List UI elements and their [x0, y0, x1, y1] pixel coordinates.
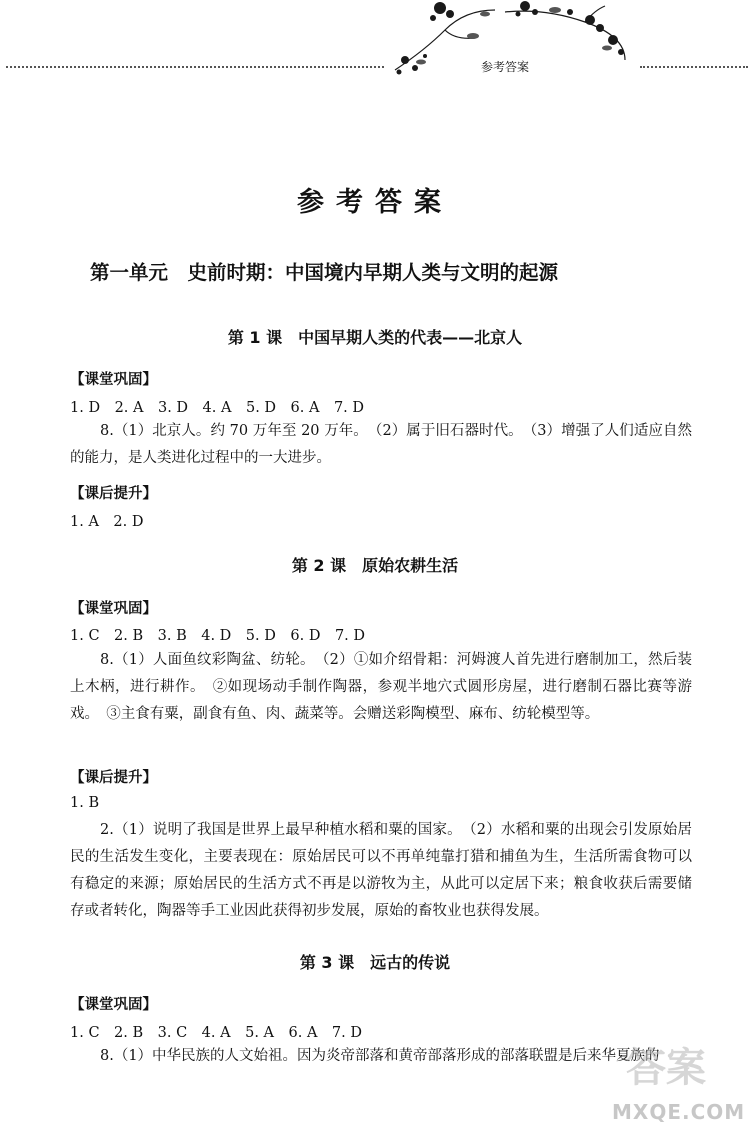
watermark-logo: [608, 1028, 750, 1129]
answer-line: 1. C 2. B 3. C 4. A 5. A 6. A 7. D: [70, 1025, 362, 1041]
section-heading: 【课堂巩固】: [70, 601, 157, 617]
answer-paragraph: 8.（1）中华民族的人文始祖。因为炎帝部落和黄帝部落形成的部落联盟是后来华夏族的: [100, 1048, 660, 1064]
watermark-logo-text: 答案: [626, 1045, 706, 1091]
page-header: [0, 0, 750, 90]
watermark-site-text: MXQE.COM: [612, 1100, 746, 1124]
answer-line: 1. D 2. A 3. D 4. A 5. D 6. A 7. D: [70, 400, 365, 416]
section-heading: 【课后提升】: [70, 486, 157, 502]
answer-line: 1. C 2. B 3. B 4. D 5. D 6. D 7. D: [70, 628, 366, 644]
answer-paragraph: 2.（1）说明了我国是世界上最早种植水稻和粟的国家。 （2）水稻和粟的出现会引发原始居民的生活发生变化，主要表现在：原始居民可以不再单纯靠打猎和捕鱼为生，生活所需食物可以有稳定的来源；原始居民的生活方式不再是以游牧为主，从此可以定居下来；粮食收获后需要储存或者转化，陶器等手工业因此获得初步发展，原始的畜牧业也获得发展。: [70, 822, 692, 919]
running-header-label: 参考答案: [481, 60, 530, 74]
floral-ornament-icon: [385, 0, 640, 90]
page-title: 参考答案: [297, 187, 453, 218]
header-dotted-rule-right: [640, 66, 748, 68]
answer-paragraph: 8.（1）人面鱼纹彩陶盆、纺轮。 （2）①如介绍骨耜：河姆渡人首先进行磨制加工，然后装上木柄，进行耕作。 ②如现场动手制作陶器，参观半地穴式圆形房屋，进行磨制石器比赛等游戏。 ③主食有粟，副食有鱼、肉、蔬菜等。会赠送彩陶模型、麻布、纺轮模型等。: [70, 652, 692, 722]
section-heading: 【课后提升】: [70, 770, 157, 786]
answer-line: 1. B: [70, 795, 100, 811]
answer-paragraph: 8.（1）北京人。约 70 万年至 20 万年。 （2）属于旧石器时代。 （3）增强了人们适应自然的能力，是人类进化过程中的一大进步。: [70, 423, 692, 466]
header-dotted-rule-left: [6, 66, 384, 68]
unit-title: 第一单元 史前时期：中国境内早期人类与文明的起源: [90, 261, 559, 284]
lesson-title: 第 3 课 远古的传说: [299, 953, 451, 972]
answer-line: 1. A 2. D: [70, 514, 144, 530]
lesson-title: 第 2 课 原始农耕生活: [291, 556, 459, 575]
section-heading: 【课堂巩固】: [70, 372, 157, 388]
section-heading: 【课堂巩固】: [70, 997, 157, 1013]
lesson-title: 第 1 课 中国早期人类的代表——北京人: [227, 328, 523, 347]
